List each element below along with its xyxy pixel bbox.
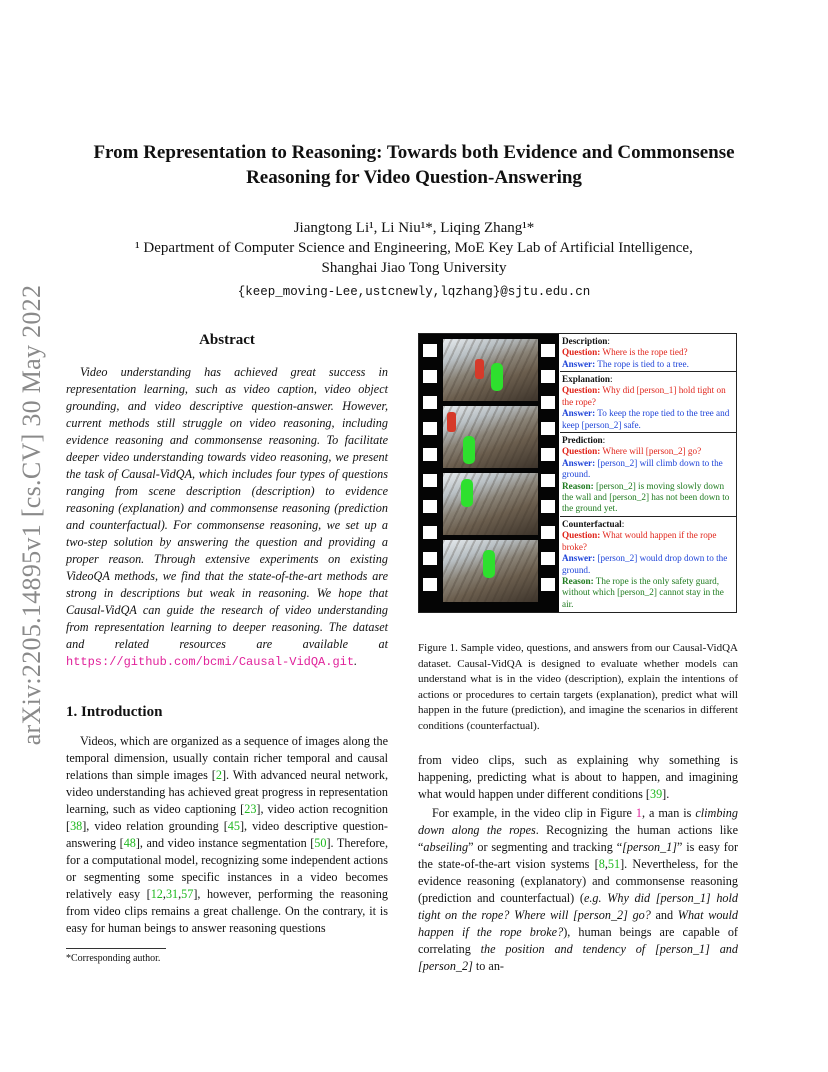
qa-panel — [560, 334, 736, 612]
intro-text: Videos, which are organized as a sequence of images along the temporal dimension, usually contain richer temporal and causal relations than simple images [ — [66, 734, 388, 782]
arxiv-stamp-text: arXiv:2205.14895v1 [cs.CV] 30 May 2022 — [17, 284, 46, 746]
intro-body — [66, 733, 388, 937]
citation-link[interactable]: 50 — [314, 836, 327, 850]
qa-type-label: Counterfactual — [562, 519, 622, 529]
video-frame — [443, 473, 538, 535]
answer-text: [person_2] will climb down to the ground. — [562, 457, 723, 480]
answer-label: Answer: — [562, 408, 596, 419]
film-hole — [541, 422, 555, 435]
paragraph-text: from video clips, such as explaining why something is happening, predicting what is about to happen, and imagining what would happen under different conditions [ — [418, 753, 738, 801]
intro-text: ], video relation grounding [ — [82, 819, 228, 833]
intro-text: , — [162, 887, 166, 901]
film-hole — [541, 474, 555, 487]
reason-text: The rope is the only safety guard, without which [person_2] cannot stay in the air. — [562, 576, 724, 609]
person-2-marker — [491, 363, 503, 391]
film-hole — [541, 578, 555, 591]
film-hole — [423, 396, 437, 409]
question-label: Question: — [562, 530, 601, 541]
affiliation-line-2: Shanghai Jiao Tong University — [321, 260, 507, 276]
film-hole — [423, 578, 437, 591]
film-hole — [541, 396, 555, 409]
person-1-marker — [475, 359, 484, 379]
qa-type-label: Description — [562, 336, 608, 346]
film-hole — [541, 344, 555, 357]
film-hole — [423, 422, 437, 435]
author-block — [40, 218, 788, 302]
film-hole — [423, 448, 437, 461]
question-text: Why did [person_1] hold tight on the rope? — [562, 385, 726, 407]
footnote: *Corresponding author. — [66, 953, 161, 964]
paragraph — [418, 752, 738, 803]
film-hole — [423, 552, 437, 565]
video-frame — [443, 339, 538, 401]
citation-link[interactable]: 23 — [244, 802, 257, 816]
figure-ref-link[interactable]: 1 — [635, 806, 642, 820]
person-2-marker — [483, 550, 495, 578]
intro-text: ], video descriptive question-answering [ — [66, 819, 388, 850]
film-hole — [423, 370, 437, 383]
video-frame — [443, 406, 538, 468]
intro-text: , — [178, 887, 182, 901]
intro-heading: 1. Introduction — [66, 704, 163, 720]
film-hole — [541, 526, 555, 539]
paper-title — [40, 140, 788, 190]
film-hole — [423, 500, 437, 513]
citation-link[interactable]: 12 — [150, 887, 163, 901]
title-line-2: Reasoning for Video Question-Answering — [246, 167, 582, 188]
footnote-divider — [66, 948, 166, 949]
intro-text: ], however, performing the reasoning from video clips remains a great challenge. On the contrary, it is easy for human beings to answer reasoning questions — [66, 887, 388, 935]
citation-link[interactable]: 31 — [165, 887, 179, 901]
person-2-marker — [461, 479, 473, 507]
figure-caption: Figure 1. Sample video, questions, and answers from our Causal-VidQA dataset. Causal-VidQA is designed to evaluate whether models can understand what is in the video (description), explain the intentions of actions or procedures to certain targets (explanation), predict what will happen in the future (prediction), and imagine the scenarios in different conditions (counterfactual). — [418, 642, 738, 732]
author-names: Jiangtong Li¹, Li Niu¹*, Liqing Zhang¹* — [293, 220, 535, 236]
right-column-body — [418, 752, 738, 975]
abstract-body — [66, 364, 388, 671]
film-hole — [541, 370, 555, 383]
answer-text: To keep the rope tied to the tree and keep [person_2] safe. — [562, 408, 730, 430]
answer-label: Answer: — [562, 358, 596, 369]
question-text: Where is the rope tied? — [600, 347, 688, 358]
citation-link[interactable]: 57 — [181, 887, 194, 901]
intro-text: ]. Therefore, for a computational model, recognizing some independent actions or segmenting some specific instances in a video becomes relatively easy [ — [66, 836, 388, 901]
answer-text: The rope is tied to a tree. — [595, 358, 689, 369]
question-label: Question: — [562, 446, 601, 457]
question-text: Where will [person_2] go? — [600, 446, 702, 457]
paragraph-text: ]. — [662, 787, 670, 801]
citation-link[interactable]: 39 — [649, 787, 663, 801]
film-hole — [541, 552, 555, 565]
qa-explanation: Explanation: Question: Why did [person_1] hold tight on the rope? Answer: To keep the rope tied to the tree and keep [person_2] safe. — [560, 372, 736, 433]
reason-label: Reason: — [562, 576, 594, 587]
reason-label: Reason: — [562, 480, 594, 491]
abstract-text: Video understanding has achieved great success in representation learning, such as video caption, video object grounding, and video descriptive question-answer. However, current methods still struggle on video reasoning, including evidence reasoning and commonsense reasoning. To facilitate deeper video understanding towards video reasoning, we present the task of Causal-VidQA, which includes four types of questions ranging from scene description (description) to evidence reasoning (explanation) and commonsense reasoning (prediction and counterfactual). For commonsense reasoning, we set up a two-step solution by answering the question and providing a proper reason. Through extensive experiments on existing VideoQA methods, we find that the state-of-the-art methods are strong in descriptions but weak in reasoning. We hope that Causal-VidQA can guide the research of video understanding from representation learning to deeper reasoning. The dataset and related resources are available at — [66, 365, 388, 651]
paragraph: For example, in the video clip in Figure 1, a man is climbing down along the ropes. Recognizing the human actions like “abseiling” or segmenting and tracking “[person_1]” is easy for the state-of-the-art vision systems [8,51]. Nevertheless, for the evidence reasoning (explanatory) and commonsense reasoning (prediction and counterfactual) (e.g. Why did [person_1] hold tight on the rope? Where will [person_2] go? and What would happen if the rope broke?), human beings are capable of correlating the position and tendency of [person_1] and [person_2] to an- — [418, 806, 739, 973]
intro-text: ], video action recognition [ — [66, 802, 388, 833]
intro-text: ]. With advanced neural network, video understanding has achieved great progress in representation learning, such as video captioning [ — [66, 768, 388, 816]
video-filmstrip — [419, 334, 559, 612]
answer-label: Answer: — [562, 457, 596, 468]
arxiv-stamp — [2, 270, 62, 760]
citation-link[interactable]: 2 — [215, 768, 222, 782]
reason-text: [person_2] is moving slowly down the wall and [person_2] has not been down to the ground yet. — [562, 480, 730, 514]
question-text: What would happen if the rope broke? — [562, 530, 717, 552]
qa-description: Description: Question: Where is the rope tied? Answer: The rope is tied to a tree. — [560, 334, 736, 372]
citation-link[interactable]: 45 — [227, 819, 240, 833]
abstract-end: . — [354, 654, 358, 668]
abstract-url-link[interactable]: https://github.com/bcmi/Causal-VidQA.git — [66, 655, 355, 669]
person-1-marker — [447, 412, 456, 432]
video-frame — [443, 540, 538, 602]
figure-1 — [418, 333, 737, 613]
question-label: Question: — [562, 385, 601, 396]
film-hole — [423, 526, 437, 539]
film-hole — [541, 448, 555, 461]
answer-text: [person_2] would drop down to the ground. — [562, 553, 728, 575]
citation-link[interactable]: 38 — [70, 819, 83, 833]
film-hole — [423, 344, 437, 357]
citation-link[interactable]: 48 — [123, 836, 136, 850]
citation-link[interactable]: 51 — [607, 857, 621, 871]
film-hole — [541, 500, 555, 513]
person-2-marker — [463, 436, 475, 464]
author-emails: {keep_moving-Lee,ustcnewly,lqzhang}@sjtu.edu.cn — [237, 285, 591, 299]
qa-type-label: Prediction — [562, 435, 603, 445]
answer-label: Answer: — [562, 553, 596, 564]
citation-link[interactable]: 8 — [598, 857, 605, 871]
qa-prediction: Prediction: Question: Where will [person_2] go? Answer: [person_2] will climb down to the ground. Reason: [person_2] is moving slowly down the wall and [person_2] has not been down to the ground yet. — [560, 433, 736, 517]
abstract-heading: Abstract — [199, 332, 255, 348]
film-hole — [423, 474, 437, 487]
title-line-1: From Representation to Reasoning: Towards both Evidence and Commonsense — [93, 142, 735, 163]
intro-text: ], and video instance segmentation [ — [135, 836, 315, 850]
qa-counterfactual: Counterfactual: Question: What would happen if the rope broke? Answer: [person_2] would drop down to the ground. Reason: The rope is the only safety guard, without which [person_2] cannot stay in the air. — [562, 519, 728, 609]
qa-type-label: Explanation — [562, 374, 610, 384]
question-label: Question: — [562, 347, 601, 358]
affiliation-line-1: ¹ Department of Computer Science and Engineering, MoE Key Lab of Artificial Intelligence, — [135, 240, 693, 256]
